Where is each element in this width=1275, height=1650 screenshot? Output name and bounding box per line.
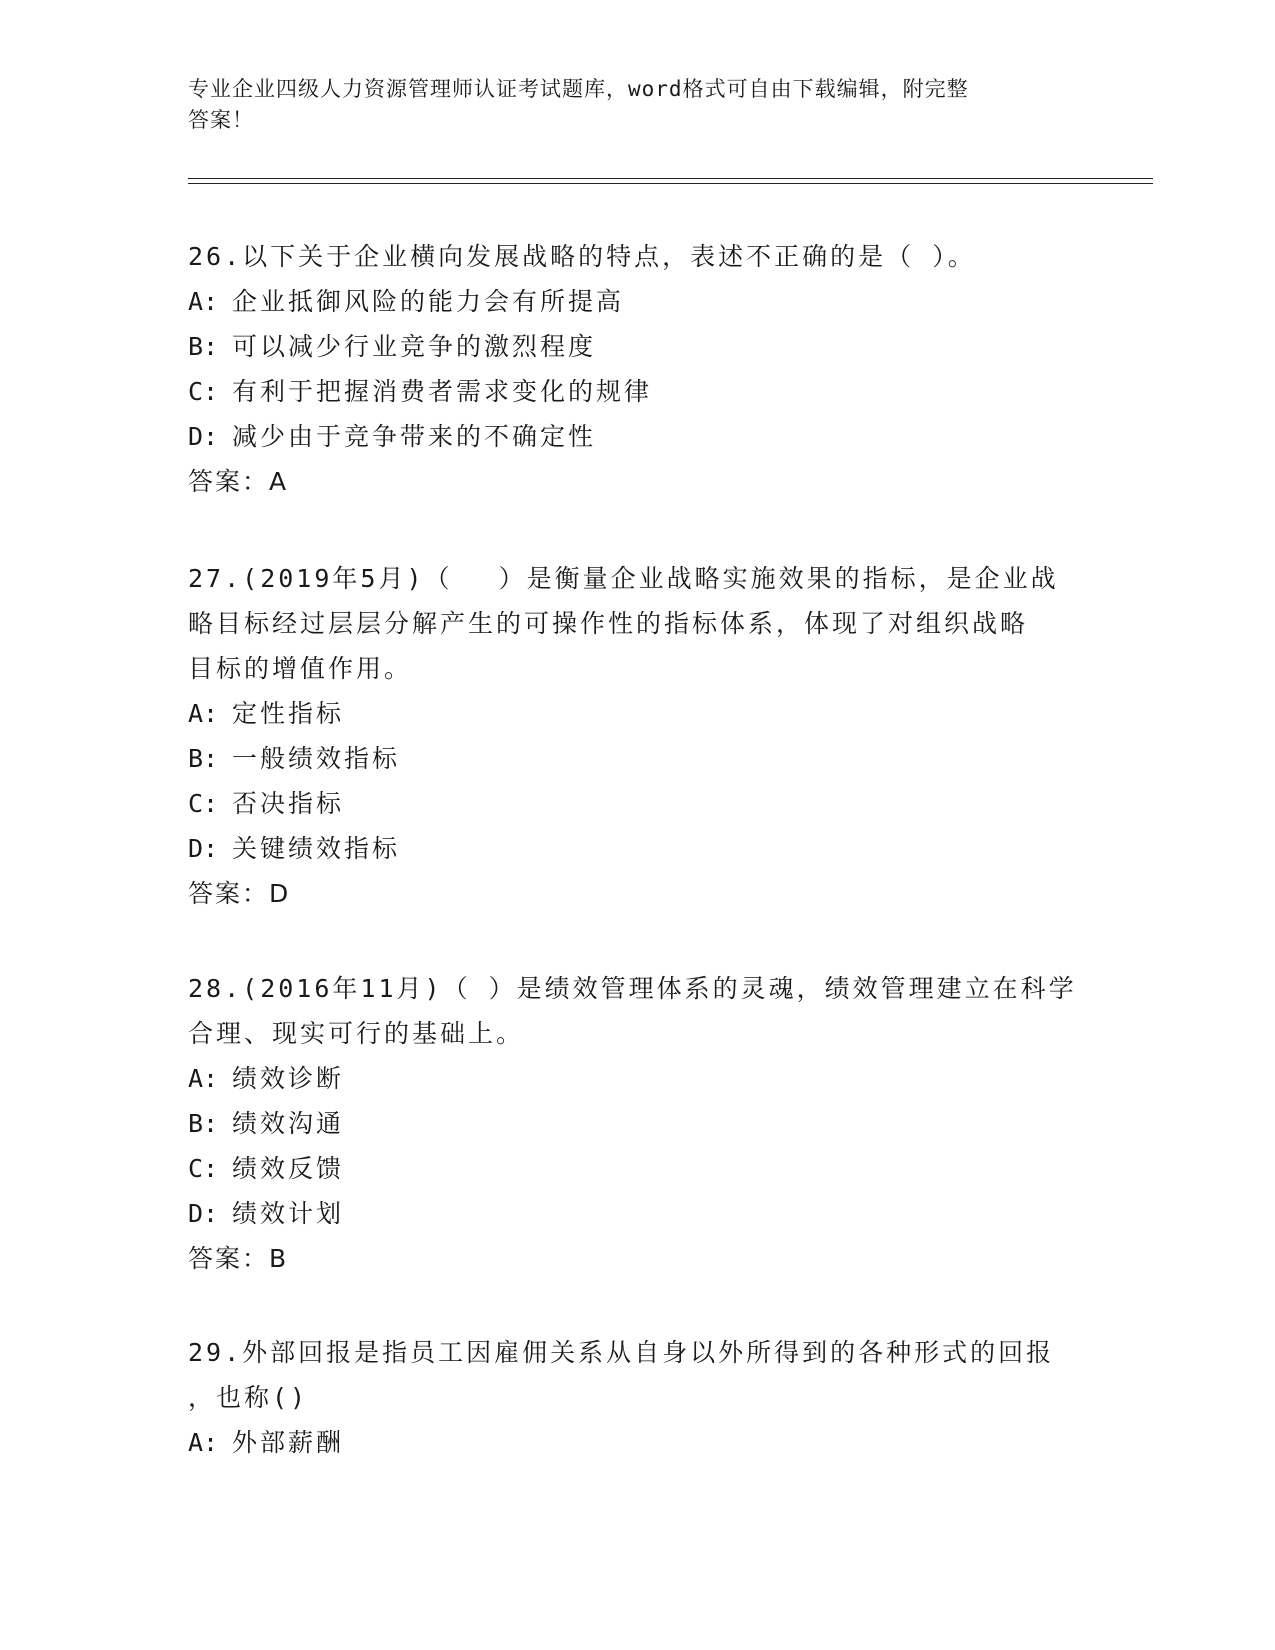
option-text: 否决指标 [232, 789, 345, 818]
option-key: C: [188, 377, 219, 406]
question-stem-line: ，也称() [188, 1383, 309, 1412]
option-key: D: [188, 834, 219, 863]
option-text: 关键绩效指标 [232, 834, 401, 863]
option-a [188, 1056, 1088, 1101]
option-d [188, 1191, 1088, 1236]
question-stem-line: 29.外部回报是指员工因雇佣关系从自身以外所得到的各种形式的回报 [188, 1338, 1055, 1367]
option-a [188, 279, 1088, 324]
option-key: D: [188, 422, 219, 451]
option-text: 定性指标 [232, 699, 345, 728]
option-text: 绩效沟通 [232, 1109, 345, 1138]
header-divider-top [188, 178, 1153, 179]
option-key: A: [188, 1428, 219, 1457]
option-key: D: [188, 1199, 219, 1228]
option-text: 绩效诊断 [232, 1064, 345, 1093]
option-c [188, 1146, 1088, 1191]
option-a [188, 1420, 1088, 1465]
option-d [188, 414, 1088, 459]
option-text: 企业抵御风险的能力会有所提高 [232, 287, 625, 316]
option-text: 可以减少行业竞争的激烈程度 [232, 332, 597, 361]
option-a [188, 691, 1088, 736]
option-key: B: [188, 1109, 219, 1138]
option-key: C: [188, 1154, 219, 1183]
header-divider-bottom [188, 183, 1153, 184]
option-b [188, 736, 1088, 781]
option-key: A: [188, 1064, 219, 1093]
option-c [188, 781, 1088, 826]
option-text: 有利于把握消费者需求变化的规律 [232, 377, 653, 406]
option-text: 减少由于竞争带来的不确定性 [232, 422, 597, 451]
option-key: B: [188, 744, 219, 773]
option-b [188, 324, 1088, 369]
answer: 答案：B [188, 1244, 289, 1273]
question-27 [188, 556, 1088, 916]
question-28 [188, 966, 1088, 1281]
option-text: 外部薪酬 [232, 1428, 345, 1457]
question-26 [188, 234, 1088, 504]
question-stem-line: 略目标经过层层分解产生的可操作性的指标体系，体现了对组织战略 [188, 609, 1029, 638]
question-stem-line: 27.(2019年5月)（ ）是衡量企业战略实施效果的指标，是企业战 [188, 564, 1059, 593]
option-d [188, 826, 1088, 871]
option-text: 一般绩效指标 [232, 744, 401, 773]
header-line-1: 专业企业四级人力资源管理师认证考试题库，word格式可自由下载编辑，附完整 [188, 77, 969, 101]
option-b [188, 1101, 1088, 1146]
option-text: 绩效计划 [232, 1199, 345, 1228]
question-stem-line: 合理、现实可行的基础上。 [188, 1019, 525, 1048]
option-text: 绩效反馈 [232, 1154, 345, 1183]
option-key: B: [188, 332, 219, 361]
question-stem-line: 目标的增值作用。 [188, 654, 413, 683]
document-header [188, 74, 1088, 136]
question-stem-line: 26.以下关于企业横向发展战略的特点，表述不正确的是（ ）。 [188, 242, 976, 271]
option-c [188, 369, 1088, 414]
option-key: C: [188, 789, 219, 818]
answer: 答案：A [188, 467, 289, 496]
question-29 [188, 1330, 1088, 1465]
option-key: A: [188, 699, 219, 728]
answer: 答案：D [188, 879, 291, 908]
option-key: A: [188, 287, 219, 316]
question-stem-line: 28.(2016年11月)（ ）是绩效管理体系的灵魂，绩效管理建立在科学 [188, 974, 1077, 1003]
header-line-2: 答案！ [188, 108, 254, 132]
